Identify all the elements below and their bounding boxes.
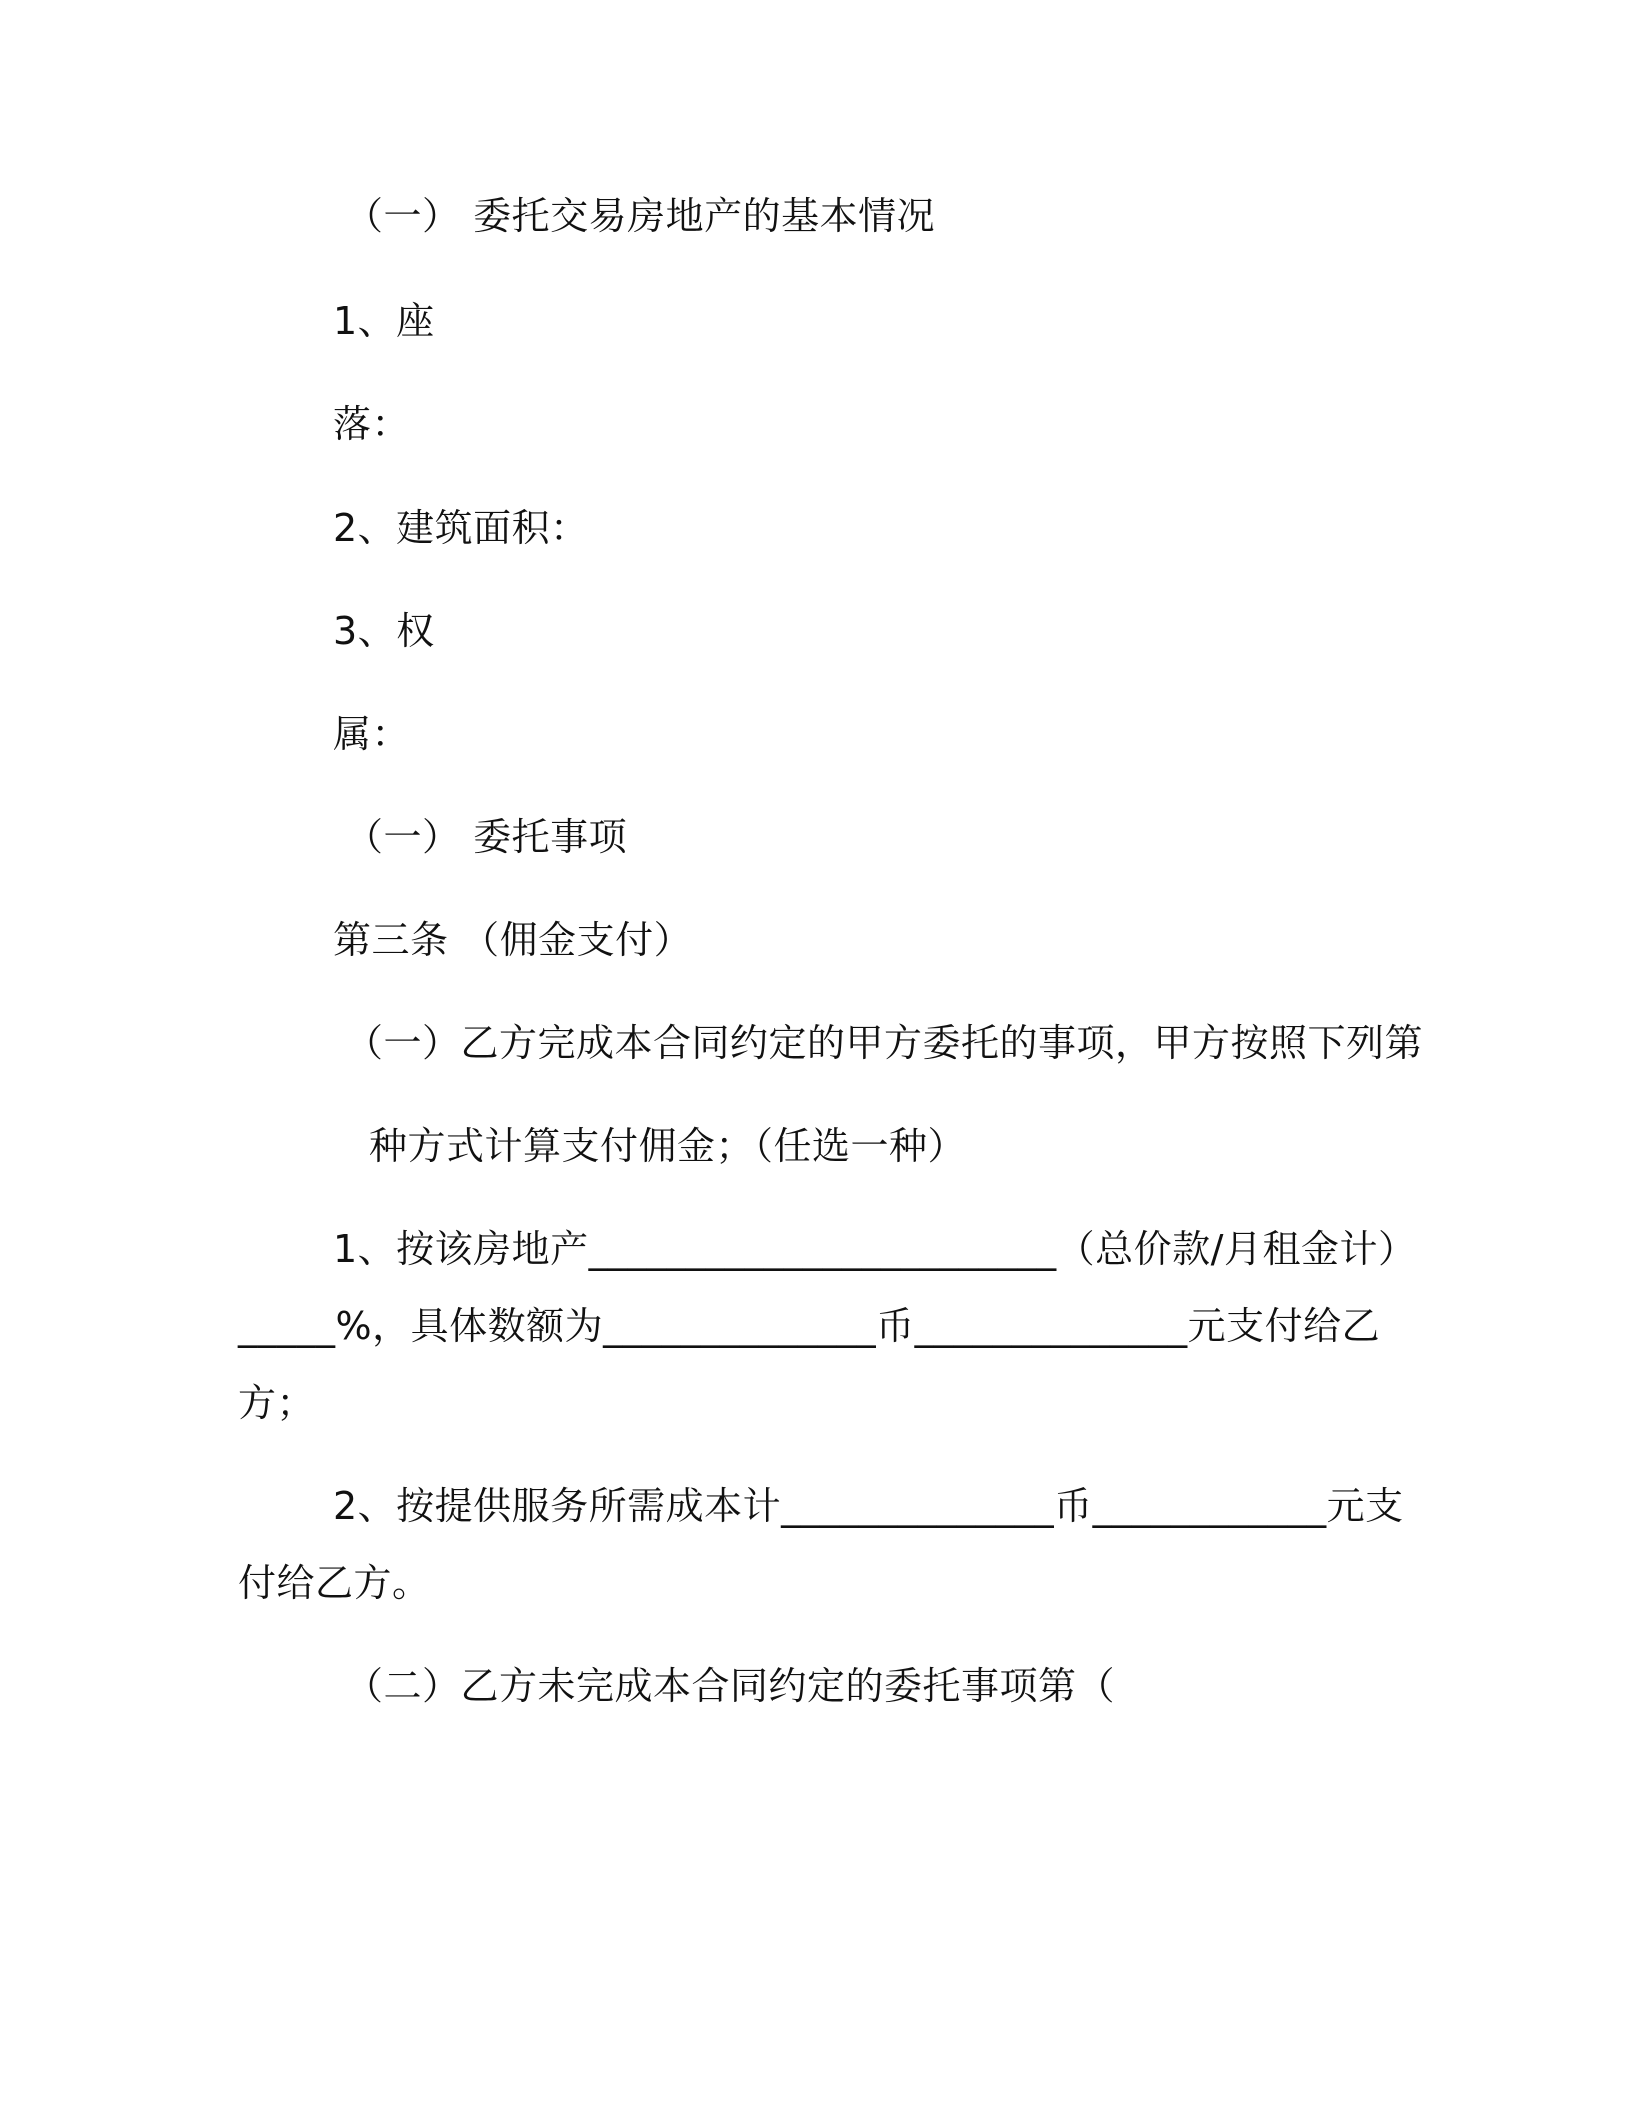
paragraph-commission-intro-cont: 种方式计算支付佣金；（任选一种） (369, 1124, 967, 1168)
paragraph-uncompleted-matters: （二）乙方未完成本合同约定的委托事项第（ (345, 1664, 1116, 1708)
option-two-line1: 2、按提供服务所需成本计______________币____________元支 (333, 1484, 1404, 1528)
paragraph-commission-intro: （一）乙方完成本合同约定的甲方委托的事项，甲方按照下列第 (345, 1021, 1424, 1065)
option-two-line2: 付给乙方。 (238, 1561, 431, 1605)
item-ownership-label-part2: 属： (333, 712, 411, 756)
option-one-line3: 方； (238, 1381, 316, 1425)
section-heading-entrusted-matters: （一） 委托事项 (345, 815, 628, 859)
article-three-heading: 第三条 （佣金支付） (333, 918, 693, 962)
option-one-line2: _____%，具体数额为______________币______________元支付给乙 (238, 1304, 1381, 1348)
section-heading-property-info: （一） 委托交易房地产的基本情况 (345, 194, 936, 238)
item-location-label-part2: 落： (333, 402, 411, 446)
item-ownership-label-part1: 3、权 (333, 609, 435, 653)
option-one-line1: 1、按该房地产________________________（总价款/月租金计） (333, 1227, 1417, 1271)
item-building-area-label: 2、建筑面积： (333, 506, 589, 550)
item-location-label-part1: 1、座 (333, 299, 435, 343)
